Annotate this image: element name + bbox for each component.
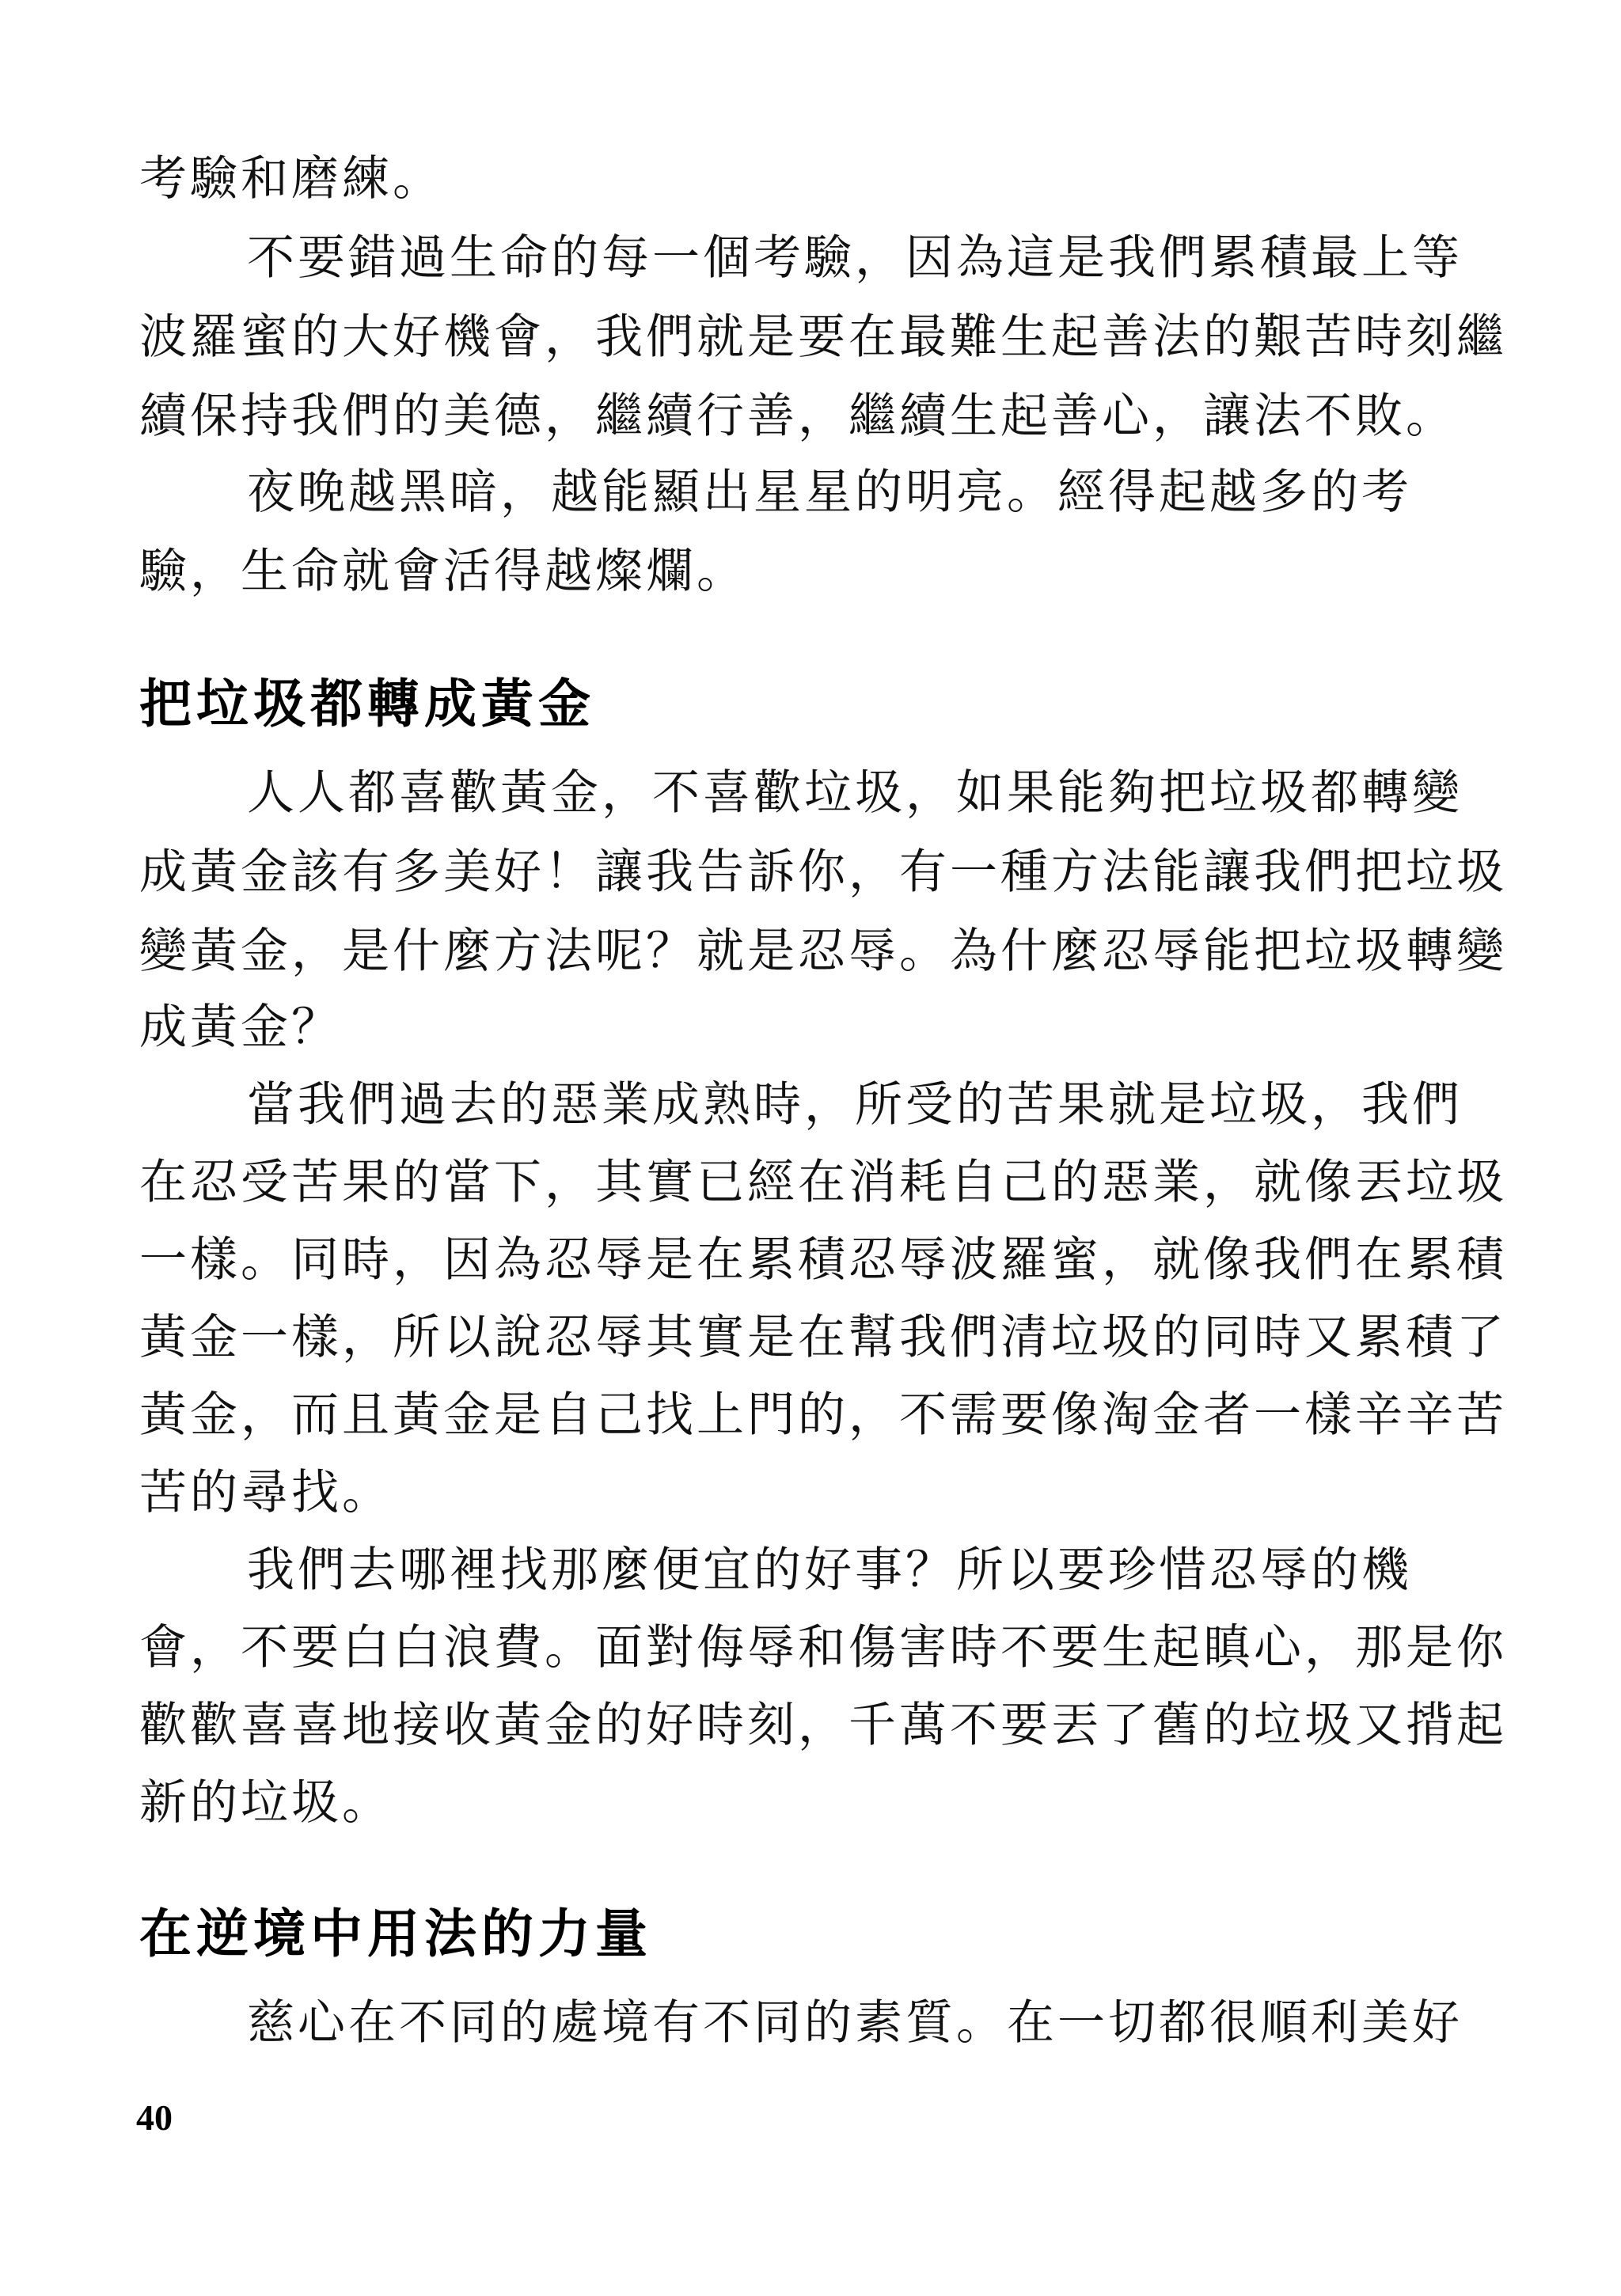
paragraph-line: 苦的尋找。	[139, 1465, 393, 1520]
paragraph-line: 不要錯過生命的每一個考驗，因為這是我們累積最上等	[247, 230, 1463, 286]
paragraph-line: 會，不要白白浪費。面對侮辱和傷害時不要生起瞋心，那是你	[139, 1620, 1507, 1676]
paragraph-line: 考驗和磨練。	[139, 151, 443, 207]
paragraph-line: 成黃金該有多美好！讓我告訴你，有一種方法能讓我們把垃圾	[139, 844, 1507, 900]
paragraph-line: 夜晚越黑暗，越能顯出星星的明亮。經得起越多的考	[247, 465, 1412, 520]
paragraph-line: 成黃金？	[139, 1000, 342, 1055]
paragraph-line: 當我們過去的惡業成熟時，所受的苦果就是垃圾，我們	[247, 1077, 1463, 1133]
paragraph-line: 一樣。同時，因為忍辱是在累積忍辱波羅蜜，就像我們在累積	[139, 1232, 1507, 1288]
paragraph-line: 在忍受苦果的當下，其實已經在消耗自己的惡業，就像丟垃圾	[139, 1155, 1507, 1210]
paragraph-line: 新的垃圾。	[139, 1775, 393, 1831]
paragraph-line: 變黃金，是什麼方法呢？就是忍辱。為什麼忍辱能把垃圾轉變	[139, 924, 1507, 979]
paragraph-line: 歡歡喜喜地接收黃金的好時刻，千萬不要丟了舊的垃圾又揹起	[139, 1698, 1507, 1753]
paragraph-line: 驗，生命就會活得越燦爛。	[139, 544, 747, 599]
paragraph-line: 慈心在不同的處境有不同的素質。在一切都很順利美好	[247, 1995, 1463, 2051]
paragraph-line: 我們去哪裡找那麼便宜的好事？所以要珍惜忍辱的機	[247, 1543, 1412, 1598]
paragraph-line: 波羅蜜的大好機會，我們就是要在最難生起善法的艱苦時刻繼	[139, 309, 1507, 365]
section-heading: 在逆境中用法的力量	[139, 1903, 652, 1964]
section-heading: 把垃圾都轉成黃金	[139, 674, 595, 734]
paragraph-line: 黃金一樣，所以說忍辱其實是在幫我們清垃圾的同時又累積了	[139, 1310, 1507, 1365]
paragraph-line: 黃金，而且黃金是自己找上門的，不需要像淘金者一樣辛辛苦	[139, 1387, 1507, 1443]
paragraph-line: 人人都喜歡黃金，不喜歡垃圾，如果能夠把垃圾都轉變	[247, 765, 1463, 821]
page-number: 40	[136, 2097, 173, 2138]
paragraph-line: 續保持我們的美德，繼續行善，繼續生起善心，讓法不敗。	[139, 389, 1456, 444]
